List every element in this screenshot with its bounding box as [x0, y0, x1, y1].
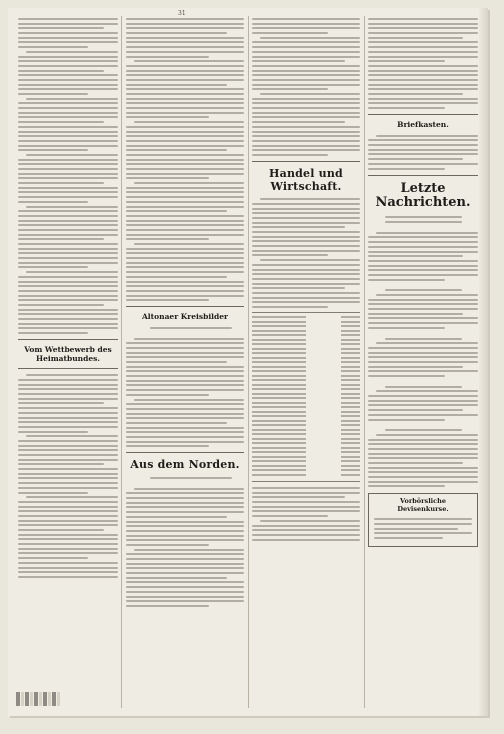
heading-norden: Aus dem Norden.: [130, 458, 240, 472]
column-3: [252, 18, 360, 706]
column-rule: [364, 16, 365, 708]
page-number: 31: [178, 10, 186, 17]
heading-devisenkurse: Vorbörsliche Devisenkurse.: [397, 497, 449, 513]
heading-altonaer: Altonaer Kreisbilder: [141, 312, 228, 322]
column-rule: [248, 16, 249, 708]
page-fold-shadow: [478, 8, 488, 716]
heading-letzte-nachrichten: Letzte Nachrichten.: [375, 180, 471, 211]
heading-handel: Handel und Wirtschaft.: [269, 166, 343, 193]
devisenkurse-box: [368, 493, 478, 546]
column-4: [368, 18, 478, 706]
newspaper-page: [8, 8, 488, 716]
column-2: [126, 18, 244, 706]
column-rule: [121, 16, 122, 708]
column-1: [18, 18, 118, 706]
market-table: [252, 312, 360, 482]
heading-wettbewerb: Vom Wettbewerb des Heimatbundes.: [24, 345, 112, 363]
archive-stamp: [16, 692, 60, 706]
heading-briefkasten: Briefkasten.: [397, 120, 449, 130]
